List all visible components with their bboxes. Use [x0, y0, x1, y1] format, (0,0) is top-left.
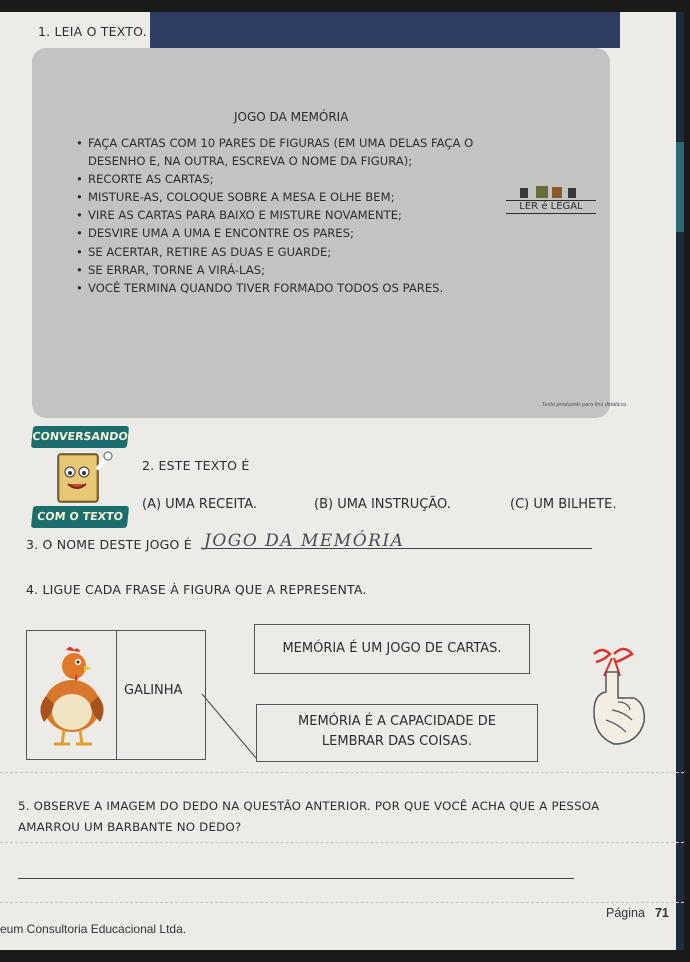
divider: [0, 902, 684, 903]
children-reading-icon: [506, 186, 596, 200]
list-item: • MISTURE-AS, COLOQUE SOBRE A MESA E OLHE BEM;: [76, 188, 496, 206]
option-b[interactable]: (B) UMA INSTRUÇÃO.: [314, 497, 451, 512]
source-note: Texto produzido para fins didáticos.: [541, 402, 628, 408]
divider: [0, 842, 684, 843]
question-5-line-1: 5. OBSERVE A IMAGEM DO DEDO NA QUESTÃO ANTERIOR. POR QUE VOCÊ ACHA QUE A PESSOA: [18, 799, 600, 813]
answer-line[interactable]: [18, 878, 574, 879]
box-divider: [116, 630, 117, 760]
question-5: [18, 796, 668, 838]
instruction-list: [76, 134, 496, 297]
finger-with-string-icon: [584, 632, 654, 752]
page-number-value: 71: [654, 906, 669, 920]
badge-bottom-label: COM O TEXTO: [31, 506, 129, 528]
hen-figure-label: GALINHA: [124, 683, 183, 698]
page-label: Página: [606, 906, 645, 920]
question-5-line-2: AMARROU UM BARBANTE NO DEDO?: [18, 820, 242, 834]
question-3-title: 3. O NOME DESTE JOGO É: [26, 537, 192, 552]
logo-text: LER é LEGAL: [506, 200, 596, 214]
sentence-2-line-2: LEMBRAR DAS COISAS.: [321, 734, 473, 749]
connecting-line: [200, 690, 260, 762]
sentence-2-box[interactable]: [256, 704, 538, 762]
list-item: • DESVIRE UMA A UMA E ENCONTRE OS PARES;: [76, 224, 496, 242]
text-title: JOGO DA MEMÓRIA: [234, 110, 349, 124]
sentence-1-text: MEMÓRIA É UM JOGO DE CARTAS.: [282, 641, 502, 656]
book-character-icon: [46, 448, 116, 506]
list-item: • FAÇA CARTAS COM 10 PARES DE FIGURAS (EM UMA DELAS FAÇA O DESENHO E, NA OUTRA, ESCREVA O NOME DA FIGURA);: [76, 134, 496, 170]
option-c[interactable]: (C) UM BILHETE.: [510, 497, 617, 512]
question-4-title: 4. LIGUE CADA FRASE À FIGURA QUE A REPRESENTA.: [26, 582, 367, 597]
sentence-2-line-1: MEMÓRIA É A CAPACIDADE DE: [298, 714, 496, 729]
hen-icon: [36, 644, 108, 750]
sentence-1-box[interactable]: [254, 624, 530, 674]
list-item: • SE ERRAR, TORNE A VIRÁ-LAS;: [76, 261, 496, 279]
list-item: • VIRE AS CARTAS PARA BAIXO E MISTURE NOVAMENTE;: [76, 206, 496, 224]
page-number: [606, 906, 669, 920]
header-band: [150, 12, 620, 48]
option-a[interactable]: (A) UMA RECEITA.: [142, 497, 258, 512]
conversando-badge: [32, 426, 128, 526]
list-item: • SE ACERTAR, RETIRE AS DUAS E GUARDE;: [76, 243, 496, 261]
question-1-title: 1. LEIA O TEXTO.: [38, 24, 147, 39]
list-item: • RECORTE AS CARTAS;: [76, 170, 496, 188]
divider: [0, 772, 684, 773]
ler-e-legal-logo: [506, 186, 596, 216]
list-item: • VOCÊ TERMINA QUANDO TIVER FORMADO TODOS OS PARES.: [76, 279, 496, 297]
publisher-credit: eum Consultoria Educacional Ltda.: [0, 922, 187, 936]
handwritten-answer: JOGO DA MEMÓRIA: [204, 531, 405, 551]
badge-top-label: CONVERSANDO: [31, 426, 129, 448]
question-2-title: 2. ESTE TEXTO É: [142, 458, 250, 473]
page-edge-tab: [676, 142, 684, 232]
